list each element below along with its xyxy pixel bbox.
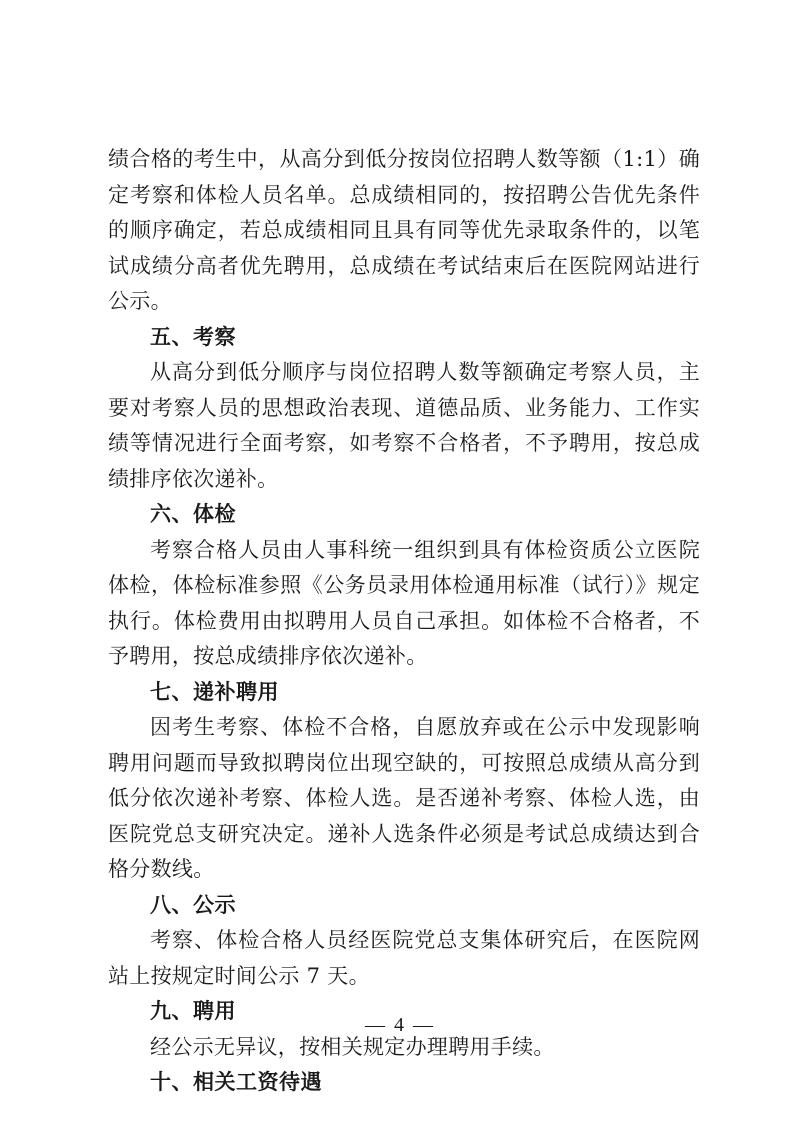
section-body-substitute-hiring: 因考生考察、体检不合格，自愿放弃或在公示中发现影响聘用问题而导致拟聘岗位出现空缺的，可按照总成绩从高分到低分依次递补考察、体检人选。是否递补考察、体检人选，由医院党总支研究决定。递补人选条件必须是考试总成绩达到合格分数线。	[108, 715, 700, 881]
page-number: — 4 —	[365, 1014, 435, 1036]
intro-paragraph: 绩合格的考生中，从高分到低分按岗位招聘人数等额（1:1）确定考察和体检人员名单。总成绩相同的，按招聘公告优先条件的顺序确定，若总成绩相同且具有同等优先录取条件的，以笔试成绩分高者优先聘用，总成绩在考试结束后在医院网站进行公示。	[108, 147, 700, 313]
section-body-inspection: 从高分到低分顺序与岗位招聘人数等额确定考察人员，主要对考察人员的思想政治表现、道德品质、业务能力、工作实绩等情况进行全面考察，如考察不合格者，不予聘用，按总成绩排序依次递补。	[108, 360, 700, 491]
section-heading-physical-exam: 六、体检	[150, 502, 236, 526]
document-body	[108, 142, 700, 1101]
section-body-public-notice: 考察、体检合格人员经医院党总支集体研究后，在医院网站上按规定时间公示 7 天。	[108, 928, 700, 988]
section-body-employment: 经公示无异议，按相关规定办理聘用手续。	[150, 1034, 555, 1059]
section-heading-public-notice: 八、公示	[150, 892, 236, 917]
section-heading-inspection: 五、考察	[150, 324, 236, 349]
section-heading-salary: 十、相关工资待遇	[150, 1070, 322, 1094]
section-body-physical-exam: 考察合格人员由人事科统一组织到具有体检资质公立医院体检，体检标准参照《公务员录用体检通用标准（试行）》规定执行。体检费用由拟聘用人员自己承担。如体检不合格者，不予聘用，按总成绩排序依次递补。	[108, 537, 700, 668]
section-heading-substitute-hiring: 七、递补聘用	[150, 679, 279, 704]
section-heading-employment: 九、聘用	[150, 999, 236, 1023]
